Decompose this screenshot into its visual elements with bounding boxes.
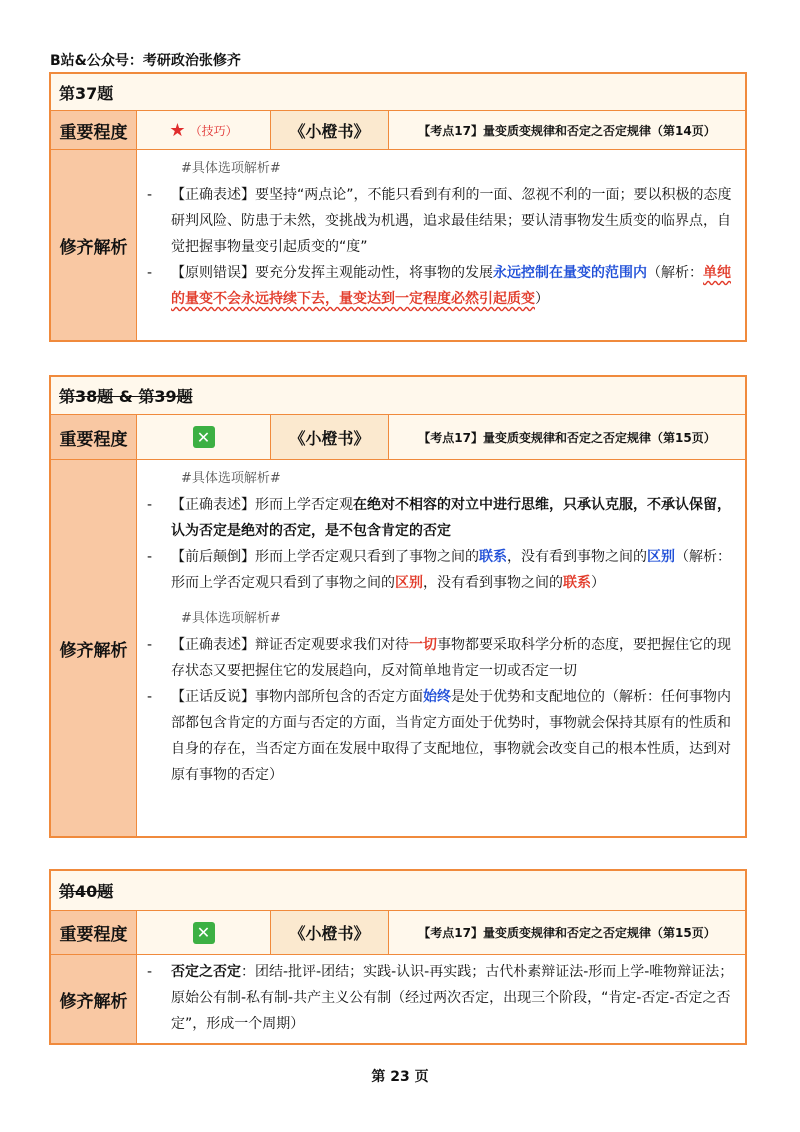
item-tag: 【原则错误】: [171, 265, 255, 281]
book-title: 《小橙书》: [271, 415, 389, 459]
list-item: [145, 492, 735, 544]
rank-note: （技巧）: [189, 123, 238, 138]
item-text: 要充分发挥主观能动性，将事物的发展: [255, 265, 493, 281]
highlight-red: 联系: [563, 575, 591, 591]
item-text: 辩证否定观要求我们对待: [255, 637, 409, 653]
question-title-row: [51, 74, 745, 111]
item-text: 形而上学否定观只看到了事物之间的: [255, 549, 479, 565]
exam-point: 【考点17】量变质变规律和否定之否定规律（第15页）: [389, 415, 745, 459]
page-header: B站&公众号：考研政治张修齐: [50, 53, 241, 69]
item-text: 是处于优势和支配地位的（解析：任何事物内部都包含肯定的方面与否定的方面，当肯定方面处于优势时，事物就会保持其原有的性质和自身的存在，当否定方面在发展中取得了支配地位，事物就会改变自己的根本性质，达到对原有事物的否定）: [171, 689, 731, 783]
importance-row: [51, 911, 745, 955]
analysis-label: 修齐解析: [51, 460, 137, 836]
importance-value: [137, 911, 271, 954]
page-number: 第 23 页: [371, 1069, 429, 1085]
section-subtitle: #具体选项解析#: [181, 471, 281, 486]
list-item: [145, 959, 735, 1037]
star-icon: ★: [169, 119, 186, 141]
analysis-content: [137, 460, 745, 836]
list-item: [145, 544, 735, 596]
item-text: ，没有看到事物之间的: [423, 575, 563, 591]
section-subtitle: #具体选项解析#: [181, 161, 281, 176]
importance-value: [137, 111, 271, 149]
item-bold: 否定之否定: [171, 964, 241, 980]
importance-row: [51, 415, 745, 460]
highlight-red: 单纯的量变不会永远持续下去，量变达到一定程度必然引起质变: [171, 265, 731, 307]
item-text: （解析：: [647, 265, 703, 281]
item-text: ）: [591, 575, 605, 591]
item-text: ：团结-批评-团结；实践-认识-再实践；古代朴素辩证法-形而上学-唯物辩证法；原始公有制-私有制-共产主义公有制（经过两次否定，出现三个阶段，“肯定-否定-否定之否定”，形成一个周期）: [171, 964, 734, 1032]
book-title: 《小橙书》: [271, 111, 389, 149]
analysis-label: 修齐解析: [51, 150, 137, 340]
importance-row: [51, 111, 745, 150]
question-title: 第38题 & 第39题: [59, 387, 193, 406]
item-tag: 【正确表述】: [171, 637, 255, 653]
dash-bullet-icon: -: [147, 689, 153, 705]
question-title-row: [51, 871, 745, 911]
item-text: ，没有看到事物之间的: [507, 549, 647, 565]
item-tag: 【正话反说】: [171, 689, 255, 705]
item-tag: 【正确表述】: [171, 497, 255, 513]
item-bold: 在绝对不相容的对立中进行思维，只承认克服，不承认保留，认为否定是绝对的否定，是不包含肯定的否定: [171, 497, 731, 539]
item-text: （解析：形而上学否定观只看到了事物之间的: [171, 549, 731, 591]
item-text: ）: [535, 291, 549, 307]
dash-bullet-icon: -: [147, 549, 153, 565]
question-card-37: [49, 72, 747, 342]
question-card-38-39: [49, 375, 747, 838]
item-tag: 【正确表述】: [171, 187, 255, 203]
question-card-40: [49, 869, 747, 1045]
item-text: 事物内部所包含的否定方面: [255, 689, 423, 705]
highlight-blue: 永远控制在量变的范围内: [493, 265, 647, 281]
list-item: [145, 684, 735, 788]
question-title-row: [51, 377, 745, 415]
analysis-label: 修齐解析: [51, 955, 137, 1043]
dash-bullet-icon: -: [147, 187, 153, 203]
question-title: 第37题: [59, 83, 114, 103]
item-text: 形而上学否定观: [255, 497, 353, 513]
exam-point: 【考点17】量变质变规律和否定之否定规律（第14页）: [389, 111, 745, 149]
item-text: 事物都要采取科学分析的态度，要把握住它的现存状态又要把握住它的发展趋向，反对简单地肯定一切或否定一切: [171, 637, 731, 679]
dash-bullet-icon: -: [147, 964, 153, 980]
analysis-row: [51, 150, 745, 340]
item-text: 要坚持“两点论”，不能只看到有利的一面、忽视不利的一面；要以积极的态度研判风险、防患于未然，变挑战为机遇，追求最佳结果；要认清事物发生质变的临界点，自觉把握事物量变引起质变的“度”: [171, 187, 732, 255]
highlight-red: 区别: [395, 575, 423, 591]
dash-bullet-icon: -: [147, 637, 153, 653]
cross-mark-icon: ✕: [193, 426, 215, 448]
dash-bullet-icon: -: [147, 265, 153, 281]
highlight-blue: 区别: [647, 549, 675, 565]
analysis-content: [137, 150, 745, 340]
question-title: 第40题: [59, 882, 114, 901]
analysis-row: [51, 460, 745, 836]
importance-label: 重要程度: [51, 415, 137, 459]
item-tag: 【前后颠倒】: [171, 549, 255, 565]
book-title: 《小橙书》: [271, 911, 389, 954]
dash-bullet-icon: -: [147, 497, 153, 513]
list-item: [145, 182, 735, 260]
analysis-row: [51, 955, 745, 1043]
highlight-blue: 始终: [423, 689, 451, 705]
list-item: [145, 632, 735, 684]
importance-label: 重要程度: [51, 111, 137, 149]
analysis-content: [137, 955, 745, 1043]
section-subtitle: #具体选项解析#: [181, 611, 281, 626]
highlight-red: 一切: [409, 637, 437, 653]
highlight-blue: 联系: [479, 549, 507, 565]
exam-point: 【考点17】量变质变规律和否定之否定规律（第15页）: [389, 911, 745, 954]
importance-value: [137, 415, 271, 459]
list-item: [145, 260, 735, 312]
cross-mark-icon: ✕: [193, 922, 215, 944]
importance-label: 重要程度: [51, 911, 137, 954]
